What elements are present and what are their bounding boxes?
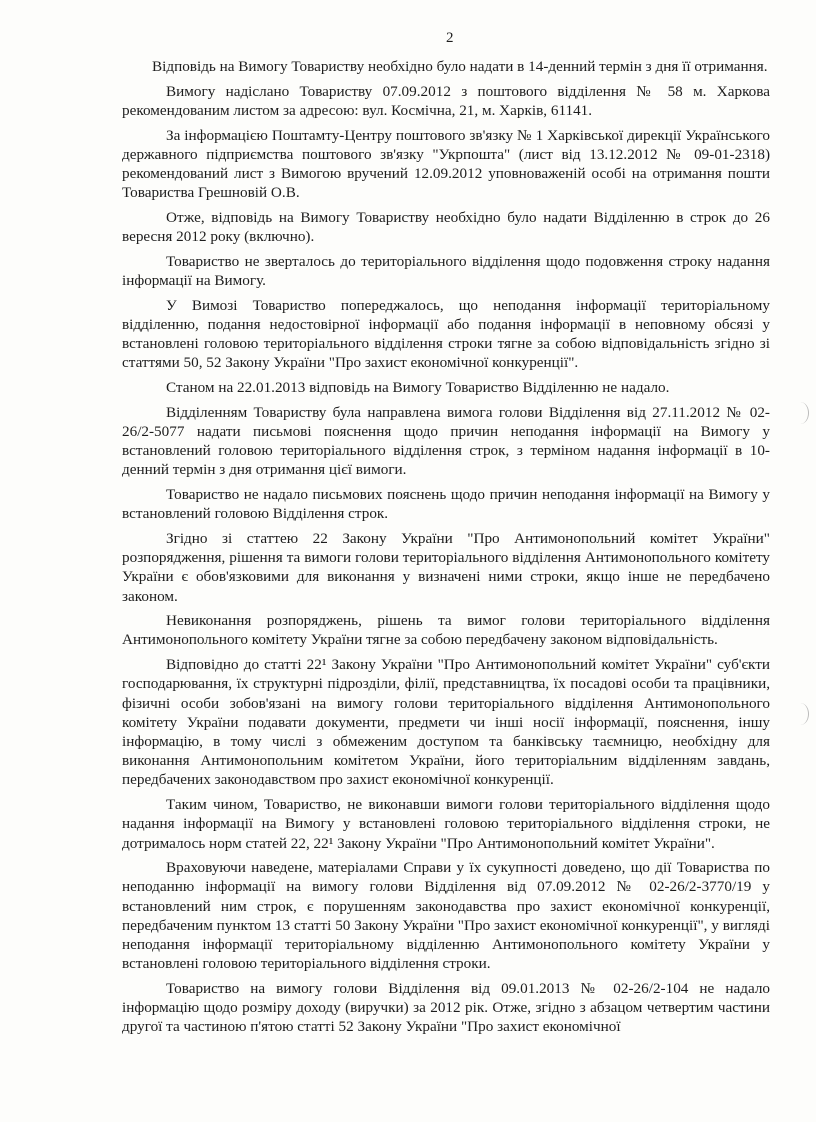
paragraph-warning: У Вимозі Товариство попереджалось, що неподання інформації територіальному відділенню, подання недостовірної інформації або подання інформації в неповному обсязі у встановлені головою територіального відділення строки тягне за собою відповідальність згідно зі статтями 50, 52 Закону України "Про захист економічної конкуренції". (122, 296, 770, 372)
paragraph-postal-delivery: За інформацією Поштамту-Центру поштового зв'язку № 1 Харківської дирекції Українського державного підприємства поштового зв'язку "Укрпошта" (лист від 13.12.2012 № 09-01-2318) рекомендований лист з Вимогою вручений 12.09.2012 уповноваженій особі на отримання пошти Товариства Грешновій О.В. (122, 126, 770, 202)
paragraph-income-info: Товариство на вимогу голови Відділення від 09.01.2013 № 02-26/2-104 не надало інформацію щодо розміру доходу (виручки) за 2012 рік. Отже, згідно з абзацом четвертим частини другої та частиною п'ятою статті 52 Закону України "Про захист економічної (122, 979, 770, 1036)
paragraph-status: Станом на 22.01.2013 відповідь на Вимогу Товариство Відділенню не надало. (166, 379, 670, 397)
paragraph-no-explanations: Товариство не надало письмових пояснень щодо причин неподання інформації на Вимогу у встановлений головою Відділення строк. (122, 486, 770, 523)
paragraph-explanation-request: Відділенням Товариству була направлена вимога голови Відділення від 27.11.2012 № 02-26/2-5077 надати письмові пояснення щодо причин неподання інформації на Вимогу у встановлений головою територіального відділення строк, з терміном надання інформації в 10-денний термін з дня отримання цієї вимоги. (122, 403, 770, 479)
paragraph-no-extension: Товариство не зверталось до територіального відділення щодо подовження строку надання інформації на Вимогу. (122, 252, 770, 290)
paragraph-deadline-date: Отже, відповідь на Вимогу Товариству необхідно було надати Відділенню в строк до 26 вересня 2012 року (включно). (122, 208, 770, 246)
scan-margin-mark (792, 402, 809, 424)
paragraph-response-deadline: Відповідь на Вимогу Товариству необхідно було надати в 14-денний термін з дня її отримання. (152, 58, 768, 75)
page-number: 2 (446, 30, 454, 46)
document-body (122, 57, 770, 1042)
paragraph-request-sent: Вимогу надіслано Товариству 07.09.2012 з поштового відділення № 58 м. Харкова рекомендованим листом за адресою: вул. Космічна, 21, м. Харків, 61141. (122, 82, 770, 119)
scan-margin-mark (792, 703, 809, 725)
paragraph-conclusion: Таким чином, Товариство, не виконавши вимоги голови територіального відділення щодо надання інформації на Вимогу у встановлені головою територіального відділення строки, не дотрималось норм статей 22, 22¹ Закону України "Про Антимонопольний комітет України". (122, 796, 770, 852)
paragraph-article-22: Згідно зі статтею 22 Закону України "Про Антимонопольний комітет України" розпорядження, рішення та вимоги голови територіального відділення Антимонопольного комітету України є обов'язковими для виконання у визначені ними строки, якщо інше не передбачено законом. (122, 529, 770, 605)
paragraph-violation: Враховуючи наведене, матеріалами Справи у їх сукупності доведено, що дії Товариства по неподанню інформації на вимогу голови Відділення від 07.09.2012 № 02-26/2-3770/19 у встановлений ним строк, є порушенням законодавства про захист економічної конкуренції, передбаченим пунктом 13 статті 50 Закону України "Про захист економічної конкуренції", у вигляді неподання інформації територіальному відділенню Антимонопольного комітету України у встановлені головою територіального відділення строки. (122, 859, 770, 973)
paragraph-article-22-1: Відповідно до статті 22¹ Закону України "Про Антимонопольний комітет України" суб'єкти господарювання, їх структурні підрозділи, філії, представництва, їх посадові особи та працівники, фізичні особи зобов'язані на вимогу голови територіального відділення Антимонопольного комітету України подавати документи, предмети чи інші носії інформації, пояснення, іншу інформацію, в тому числі з обмеженим доступом та банківську таємницю, необхідну для виконання Антимонопольним комітетом України, його територіальним відділенням завдань, передбачених законодавством про захист економічної конкуренції. (122, 656, 770, 789)
paragraph-non-compliance: Невиконання розпоряджень, рішень та вимог голови територіального відділення Антимонопольного комітету України тягне за собою передбачену законом відповідальність. (122, 612, 770, 649)
